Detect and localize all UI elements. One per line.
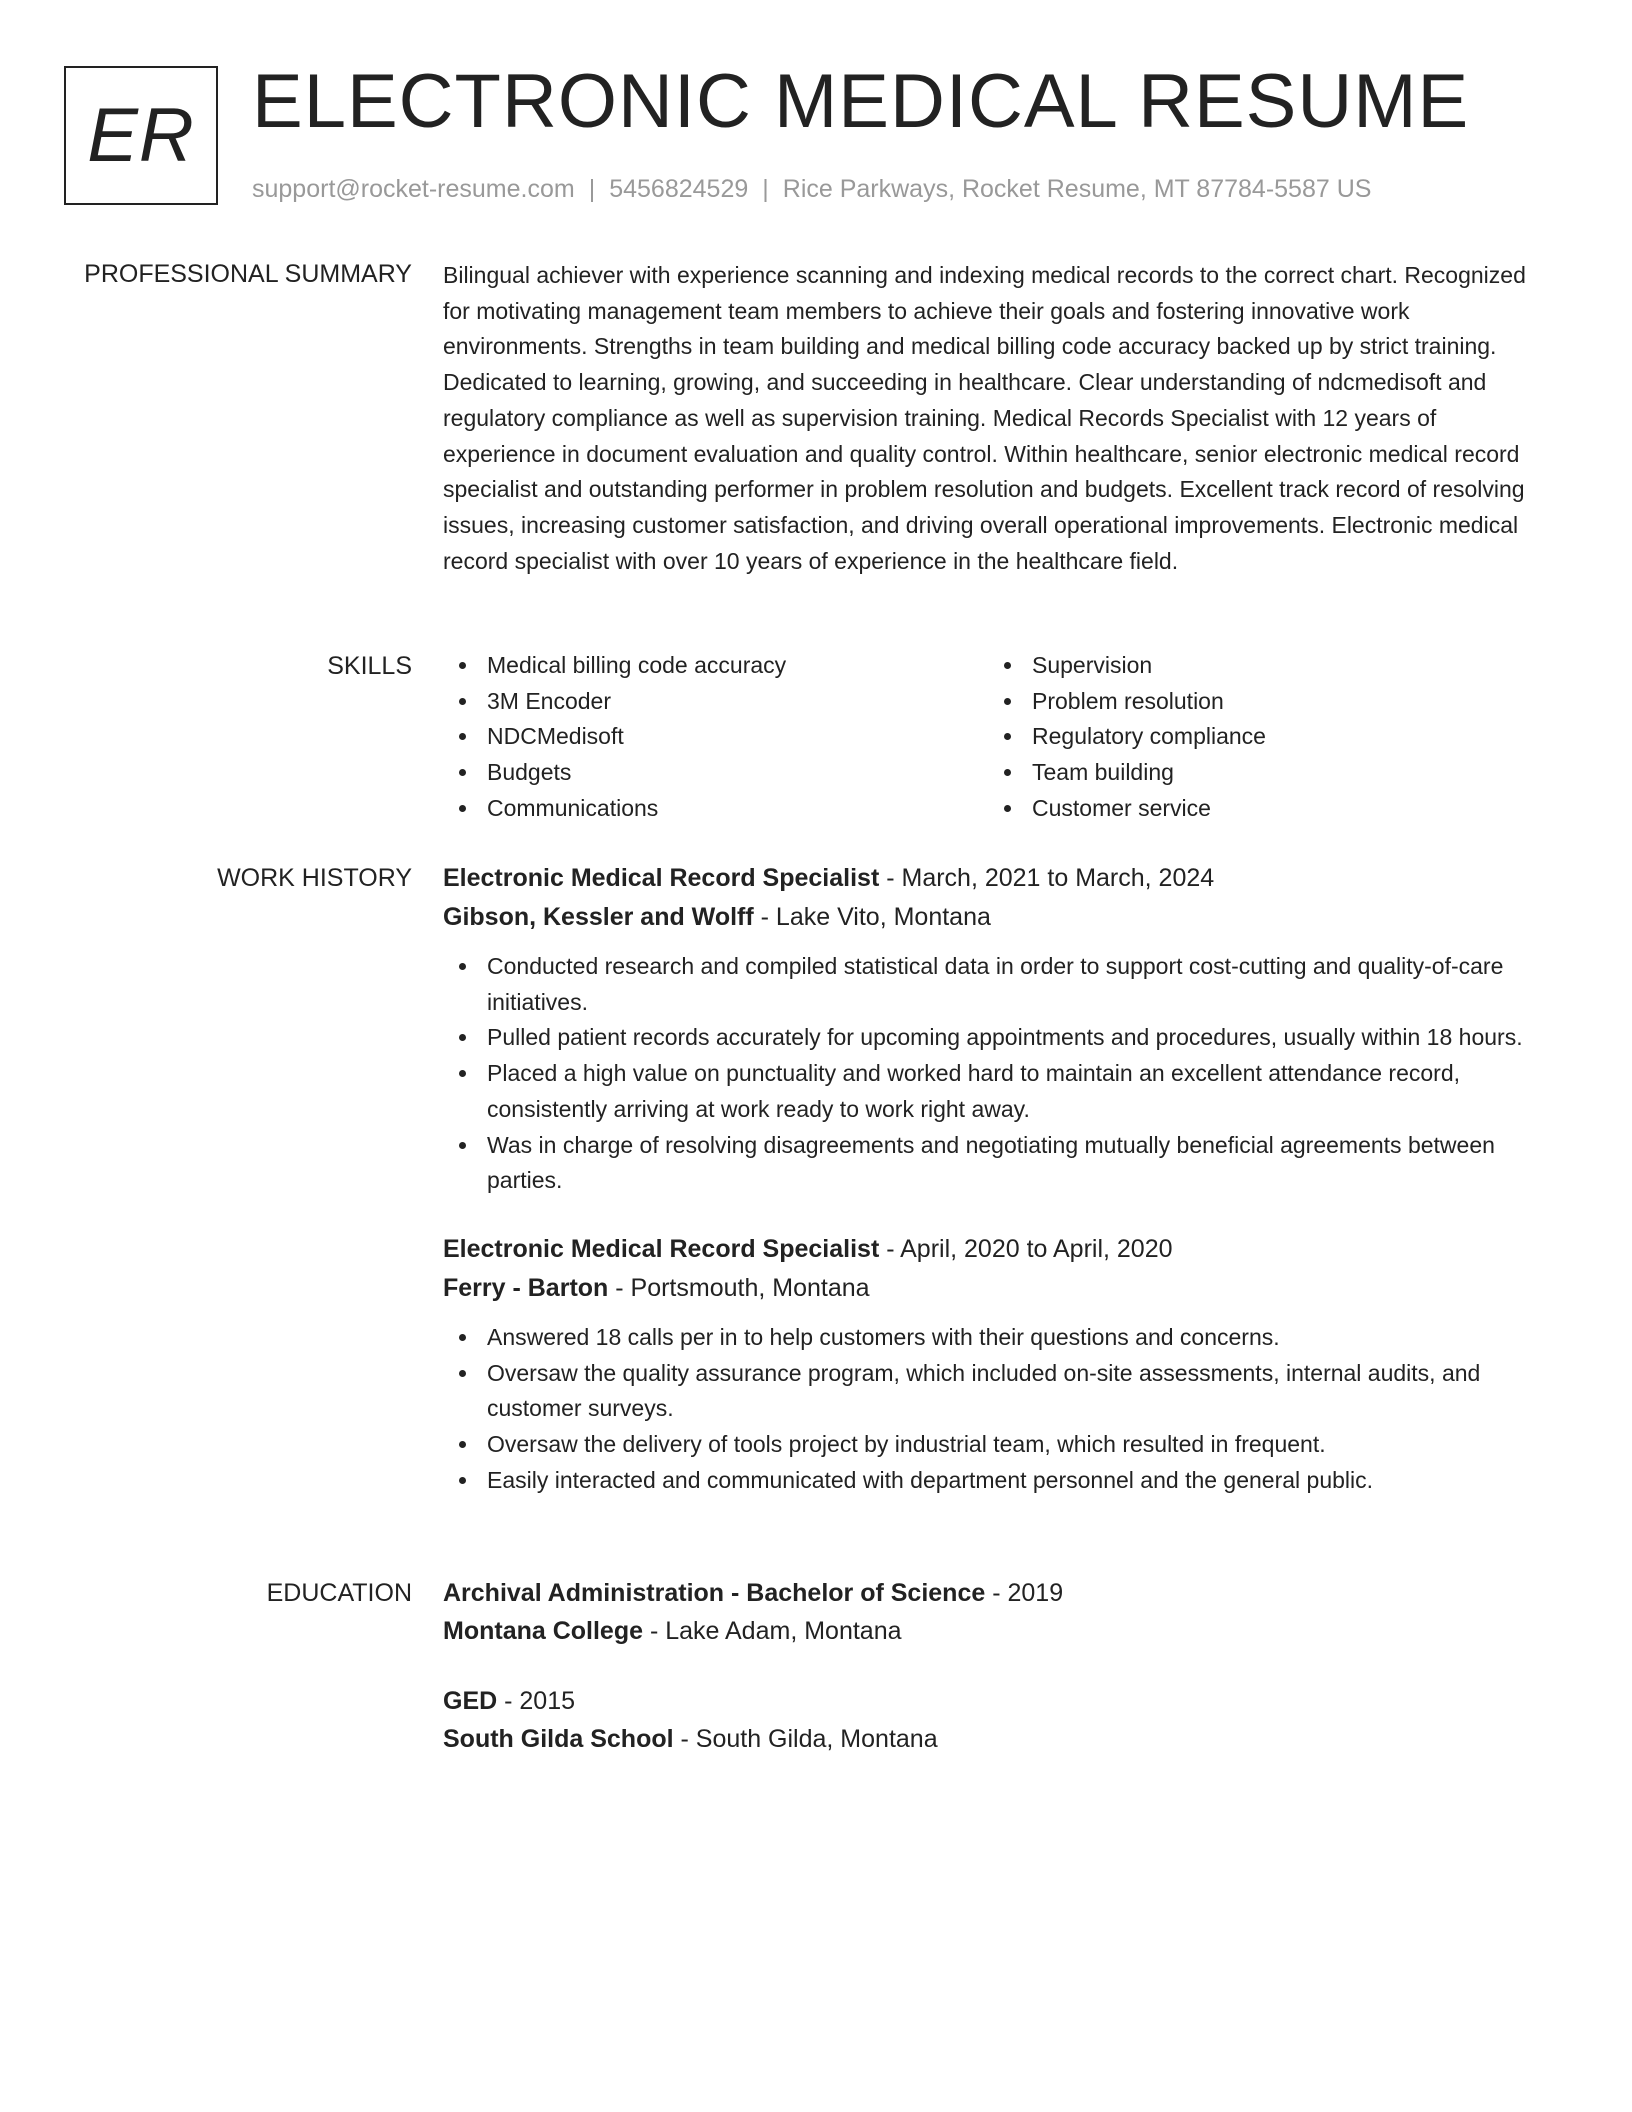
skill-item: 3M Encoder <box>443 684 988 720</box>
skills-columns <box>443 648 1553 827</box>
section-label-summary: PROFESSIONAL SUMMARY <box>84 260 412 288</box>
skills-list-right <box>988 648 1533 827</box>
job-location: - Portsmouth, Montana <box>608 1273 870 1302</box>
education-school-line <box>443 1721 1553 1757</box>
education-body <box>443 1575 1553 1791</box>
skills-body <box>443 648 1553 827</box>
job-title: Electronic Medical Record Specialist <box>443 864 880 892</box>
job-duty: Pulled patient records accurately for upcoming appointments and procedures, usually within 18 hours. <box>443 1020 1553 1056</box>
job-title: Electronic Medical Record Specialist <box>443 1234 880 1263</box>
skill-item: Budgets <box>443 755 988 791</box>
monogram-box <box>64 66 218 205</box>
job-title-line <box>443 860 1553 896</box>
contact-separator: | <box>588 175 596 203</box>
job-dates: - March, 2021 to March, 2024 <box>879 864 1215 892</box>
section-label-education: EDUCATION <box>266 1579 412 1607</box>
job-duty: Answered 18 calls per in to help customers with their questions and concerns. <box>443 1320 1553 1356</box>
job-entry <box>443 860 1553 1199</box>
job-duty: Easily interacted and communicated with department personnel and the general public. <box>443 1463 1553 1499</box>
education-year: - 2019 <box>985 1579 1064 1607</box>
education-degree-line <box>443 1683 1553 1719</box>
skill-item: Problem resolution <box>988 684 1533 720</box>
skill-item: NDCMedisoft <box>443 719 988 755</box>
work-body <box>443 860 1553 1530</box>
section-label-skills: SKILLS <box>327 652 412 680</box>
job-company-line <box>443 1270 1553 1306</box>
job-duties <box>443 949 1553 1199</box>
job-entry <box>443 1231 1553 1499</box>
skill-item: Team building <box>988 755 1533 791</box>
summary-body <box>443 258 1553 579</box>
skills-list-left <box>443 648 988 827</box>
job-duty: Placed a high value on punctuality and worked hard to maintain an excellent attendance record, consistently arriving at work ready to work right away. <box>443 1056 1553 1127</box>
education-school-line <box>443 1613 1553 1649</box>
job-title-line <box>443 1231 1553 1267</box>
skill-item: Medical billing code accuracy <box>443 648 988 684</box>
job-company: Gibson, Kessler and Wolff <box>443 903 754 931</box>
education-location: - Lake Adam, Montana <box>643 1617 902 1645</box>
job-company: Ferry - Barton <box>443 1273 609 1302</box>
section-label-work: WORK HISTORY <box>217 864 412 892</box>
skill-item: Supervision <box>988 648 1533 684</box>
job-company-line <box>443 899 1553 935</box>
education-location: - South Gilda, Montana <box>673 1725 938 1753</box>
contact-line <box>252 174 1371 204</box>
job-duty: Oversaw the quality assurance program, which included on-site assessments, internal audits, and customer surveys. <box>443 1356 1553 1427</box>
job-duty: Was in charge of resolving disagreements and negotiating mutually beneficial agreements between parties. <box>443 1128 1553 1199</box>
contact-address: Rice Parkways, Rocket Resume, MT 87784-5587 US <box>782 175 1372 203</box>
skill-item: Customer service <box>988 791 1533 827</box>
job-duties <box>443 1320 1553 1499</box>
contact-separator: | <box>762 175 769 203</box>
education-school: Montana College <box>443 1617 644 1645</box>
summary-text: Bilingual achiever with experience scanning and indexing medical records to the correct chart. Recognized for motivating management team members to achieve their goals and fostering innovative work environments. Strengths in team building and medical billing code accuracy backed up by strict training. Dedicated to learning, growing, and succeeding in healthcare. Clear understanding of ndcmedisoft and regulatory compliance as well as supervision training. Medical Records Specialist with 12 years of experience in document evaluation and quality control. Within healthcare, senior electronic medical record specialist and outstanding performer in problem resolution and budgets. Excellent track record of resolving issues, increasing customer satisfaction, and driving overall operational improvements. Electronic medical record specialist with over 10 years of experience in the healthcare field. <box>443 262 1526 574</box>
education-school: South Gilda School <box>443 1725 674 1753</box>
education-year: - 2015 <box>497 1687 576 1715</box>
education-degree: GED <box>443 1687 498 1715</box>
contact-email[interactable]: support@rocket-resume.com <box>252 175 575 203</box>
skill-item: Communications <box>443 791 988 827</box>
resume-name: ELECTRONIC MEDICAL RESUME <box>252 59 1470 144</box>
education-entry <box>443 1683 1553 1757</box>
job-location: - Lake Vito, Montana <box>753 903 991 931</box>
education-entry <box>443 1575 1553 1649</box>
job-duty: Oversaw the delivery of tools project by industrial team, which resulted in frequent. <box>443 1427 1553 1463</box>
skill-item: Regulatory compliance <box>988 719 1533 755</box>
monogram-initials: ER <box>87 93 195 178</box>
education-degree: Archival Administration - Bachelor of Science <box>443 1579 986 1607</box>
job-duty: Conducted research and compiled statistical data in order to support cost-cutting and quality-of-care initiatives. <box>443 949 1553 1020</box>
contact-phone[interactable]: 5456824529 <box>609 175 749 203</box>
education-degree-line <box>443 1575 1553 1611</box>
job-dates: - April, 2020 to April, 2020 <box>879 1234 1173 1263</box>
